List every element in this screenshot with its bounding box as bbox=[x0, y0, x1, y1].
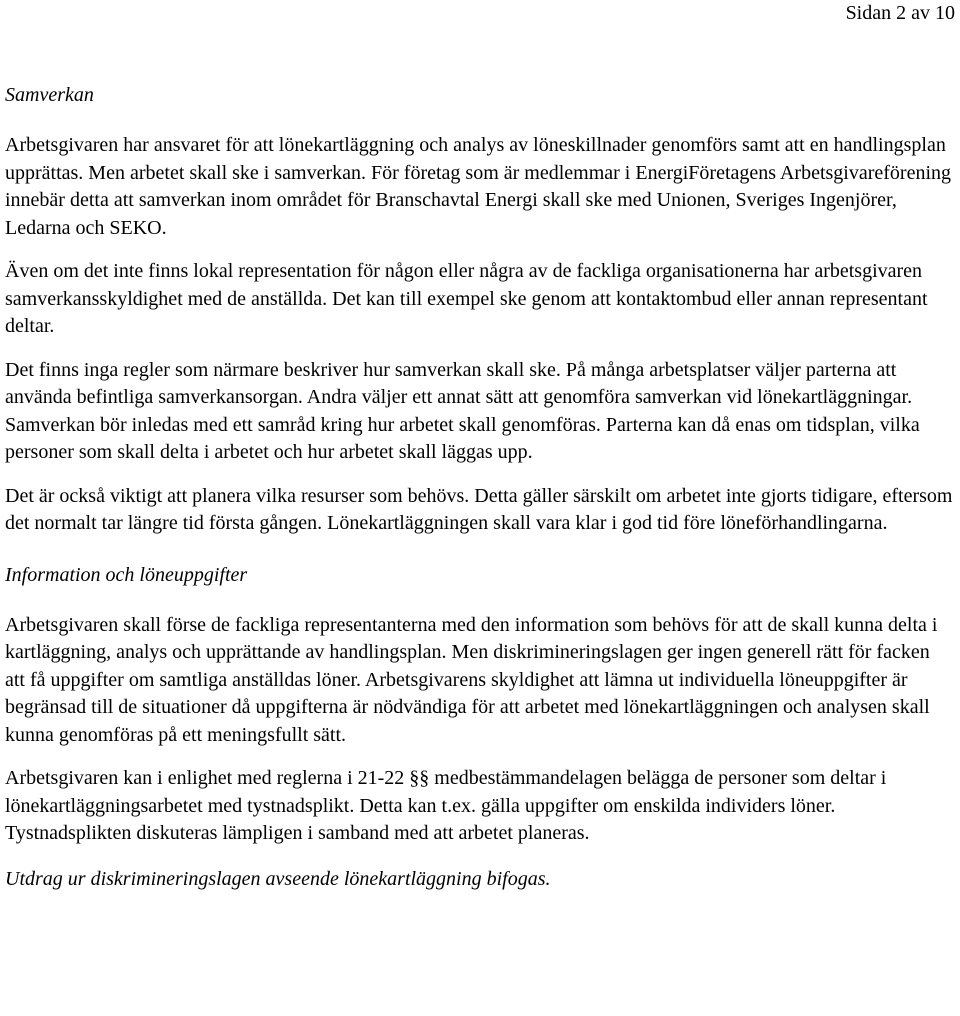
paragraph: Det finns inga regler som närmare beskriver hur samverkan skall ske. På många arbetsplatser väljer parterna att använda befintliga samverkansorgan. Andra väljer ett annat sätt att genomföra samverkan vid lönekartläggningar. Samverkan bör inledas med ett samråd kring hur arbetet skall genomföras. Parterna kan då enas om tidsplan, vilka personer som skall delta i arbetet och hur arbetet skall läggas upp. bbox=[5, 358, 920, 463]
section-heading-samverkan: Samverkan bbox=[5, 84, 94, 106]
paragraph: Det är också viktigt att planera vilka resurser som behövs. Detta gäller särskilt om arbetet inte gjorts tidigare, eftersom det normalt tar längre tid första gången. Lönekartläggningen skall vara klar i god tid före löneförhandlingarna. bbox=[5, 484, 953, 534]
document-body bbox=[5, 82, 953, 893]
paragraph: Arbetsgivaren kan i enlighet med reglerna i 21-22 §§ medbestämmandelagen belägga de personer som deltar i lönekartläggningsarbetet med tystnadsplikt. Detta kan t.ex. gälla uppgifter om enskilda individers löner. Tystnadsplikten diskuteras lämpligen i samband med att arbetet planeras. bbox=[5, 767, 887, 844]
paragraph: Arbetsgivaren har ansvaret för att lönekartläggning och analys av löneskillnader genomförs samt att en handlingsplan upprättas. Men arbetet skall ske i samverkan. För företag som är medlemmar i EnergiFöretagens Arbetsgivareförening innebär detta att samverkan inom området för Branschavtal Energi skall ske med Unionen, Sveriges Ingenjörer, Ledarna och SEKO. bbox=[5, 134, 952, 239]
paragraph: Arbetsgivaren skall förse de fackliga representanterna med den information som behövs för att de skall kunna delta i kartläggning, analys och upprättande av handlingsplan. Men diskrimineringslagen ger ingen generell rätt för facken att få uppgifter om samtliga anställdas löner. Arbetsgivarens skyldighet att lämna ut individuella löneuppgifter är begränsad till de situationer då uppgifterna är nödvändiga för att arbetet med lönekartläggningen och analysen skall kunna genomföras på ett meningsfullt sätt. bbox=[5, 613, 938, 746]
section-heading-information: Information och löneuppgifter bbox=[5, 563, 248, 586]
closing-note: Utdrag ur diskrimineringslagen avseende lönekartläggning bifogas. bbox=[5, 867, 551, 890]
page-number: Sidan 2 av 10 bbox=[845, 2, 955, 24]
paragraph: Även om det inte finns lokal representation för någon eller några av de fackliga organisationerna har arbetsgivaren samverkansskyldighet med de anställda. Det kan till exempel ske genom att kontaktombud eller annan representant deltar. bbox=[5, 260, 928, 337]
